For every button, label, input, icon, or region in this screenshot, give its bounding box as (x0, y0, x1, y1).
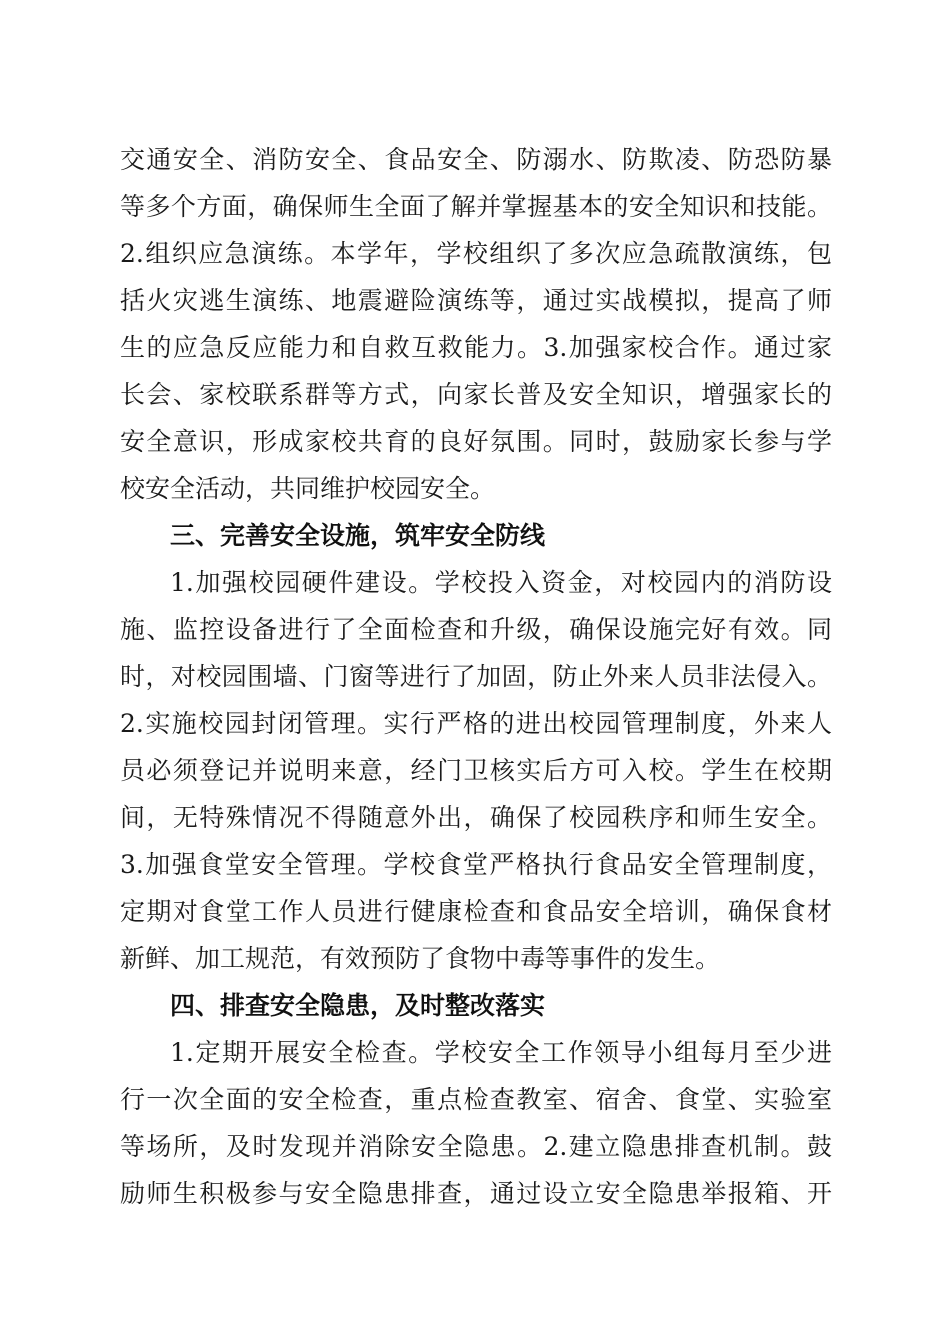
body-text-line: 交通安全、消防安全、食品安全、防溺水、防欺凌、防恐防暴 (120, 145, 832, 174)
body-text-line: 时，对校园围墙、门窗等进行了加固，防止外来人员非法侵入。 (120, 662, 832, 691)
section-heading: 四、排查安全隐患，及时整改落实 (170, 991, 546, 1020)
body-text-line: 1.定期开展安全检查。学校安全工作领导小组每月至少进 (170, 1038, 832, 1067)
body-text-line: 新鲜、加工规范，有效预防了食物中毒等事件的发生。 (120, 944, 721, 973)
body-text-line: 校安全活动，共同维护校园安全。 (120, 474, 496, 503)
body-text-line: 行一次全面的安全检查，重点检查教室、宿舍、食堂、实验室 (120, 1085, 832, 1114)
section-heading: 三、完善安全设施，筑牢安全防线 (170, 521, 546, 550)
body-text-line: 3.加强食堂安全管理。学校食堂严格执行食品安全管理制度， (120, 850, 832, 879)
body-text-line: 括火灾逃生演练、地震避险演练等，通过实战模拟，提高了师 (120, 286, 832, 315)
body-text-line: 等多个方面，确保师生全面了解并掌握基本的安全知识和技能。 (120, 192, 832, 221)
body-text-line: 间，无特殊情况不得随意外出，确保了校园秩序和师生安全。 (120, 803, 832, 832)
body-text-line: 安全意识，形成家校共育的良好氛围。同时，鼓励家长参与学 (120, 427, 832, 456)
body-text-line: 定期对食堂工作人员进行健康检查和食品安全培训，确保食材 (120, 897, 832, 926)
body-text-line: 1.加强校园硬件建设。学校投入资金，对校园内的消防设 (170, 568, 832, 597)
body-text-line: 2.组织应急演练。本学年，学校组织了多次应急疏散演练，包 (120, 239, 832, 268)
body-text-line: 等场所，及时发现并消除安全隐患。2.建立隐患排查机制。鼓 (120, 1132, 832, 1161)
body-text-line: 2.实施校园封闭管理。实行严格的进出校园管理制度，外来人 (120, 709, 832, 738)
body-text-line: 励师生积极参与安全隐患排查，通过设立安全隐患举报箱、开 (120, 1179, 832, 1208)
body-text-line: 长会、家校联系群等方式，向家长普及安全知识，增强家长的 (120, 380, 832, 409)
body-text-line: 施、监控设备进行了全面检查和升级，确保设施完好有效。同 (120, 615, 832, 644)
body-text-line: 生的应急反应能力和自救互救能力。3.加强家校合作。通过家 (120, 333, 832, 362)
body-text-line: 员必须登记并说明来意，经门卫核实后方可入校。学生在校期 (120, 756, 832, 785)
